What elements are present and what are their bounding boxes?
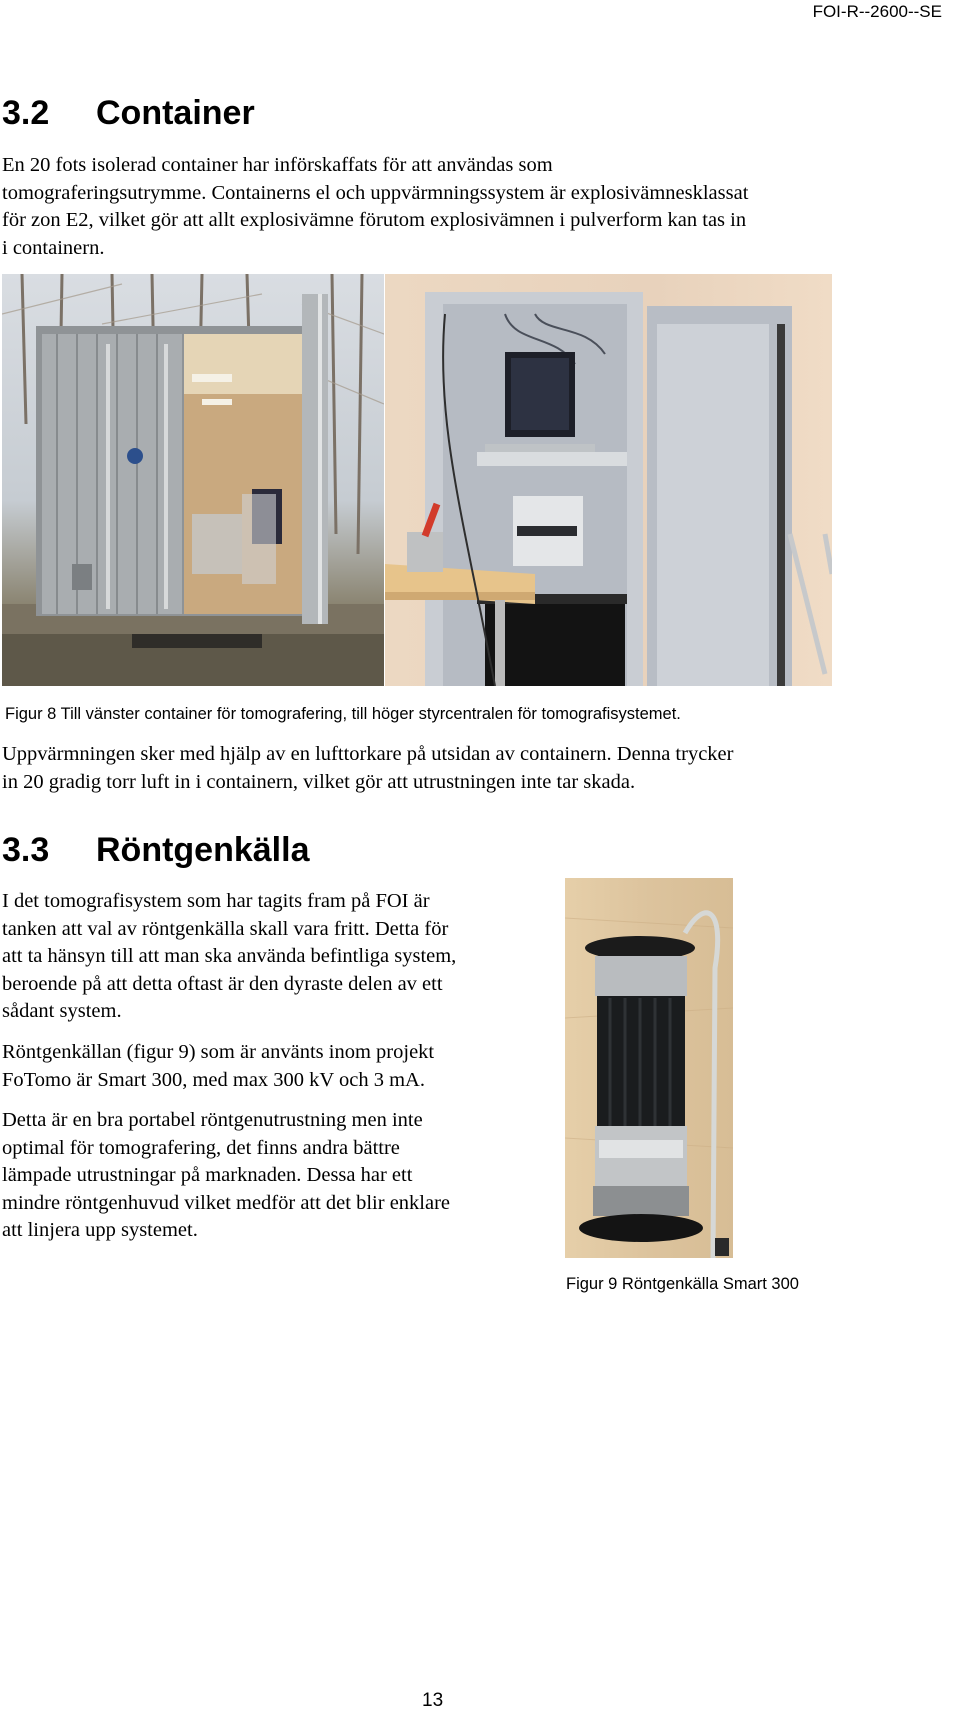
text-line: Detta är en bra portabel röntgenutrustning men inte: [2, 1109, 423, 1131]
report-id: FOI-R--2600--SE: [812, 2, 942, 21]
text-line: Röntgenkällan (figur 9) som är använts inom projekt: [2, 1041, 435, 1063]
figure8-caption: Figur 8 Till vänster container för tomografering, till höger styrcentralen för tomografisystemet.: [5, 705, 681, 723]
text-line: lämpade utrustningar på marknaden. Dessa har ett: [2, 1164, 413, 1186]
text-line: FoTomo är Smart 300, med max 300 kV och 3 mA.: [2, 1068, 425, 1091]
section-number: 3.3: [2, 831, 50, 869]
text-line: sådant system.: [2, 1000, 122, 1022]
text-line: att ta hänsyn till att man ska använda befintliga system,: [2, 945, 457, 967]
figure9-caption: Figur 9 Röntgenkälla Smart 300: [566, 1275, 799, 1293]
control-cabinet-photo: [385, 274, 832, 686]
section-heading-container: [2, 94, 255, 133]
xray-paragraph-3: [2, 1107, 547, 1245]
text-line: En 20 fots isolerad container har införskaffats för att användas som: [2, 154, 553, 176]
heating-paragraph: [2, 741, 902, 796]
text-line: tanken att val av röntgenkälla skall vara fritt. Detta för: [2, 917, 449, 940]
container-paragraph: [2, 152, 902, 262]
xray-source-photo: [565, 878, 733, 1258]
text-line: i containern.: [2, 236, 105, 259]
section-number: 3.2: [2, 94, 50, 132]
section-title: Container: [96, 94, 255, 132]
text-line: tomograferingsutrymme. Containerns el och uppvärmningssystem är explosivämnesklassat: [2, 181, 749, 204]
text-line: beroende på att detta oftast är den dyraste delen av ett: [2, 972, 443, 995]
section-heading-xray: [2, 831, 309, 870]
container-photo: [2, 274, 384, 686]
text-line: I det tomografisystem som har tagits fram på FOI är: [2, 890, 430, 912]
text-line: mindre röntgenhuvud vilket medför att det blir enklare: [2, 1191, 451, 1214]
text-line: att linjera upp systemet.: [2, 1219, 198, 1241]
text-line: in 20 gradig torr luft in i containern, vilket gör att utrustningen inte tar skada.: [2, 770, 636, 793]
page-number: 13: [422, 1690, 444, 1711]
section-title: Röntgenkälla: [96, 831, 310, 869]
xray-paragraph-1: [2, 888, 547, 1026]
text-line: Uppvärmningen sker med hjälp av en lufttorkare på utsidan av containern. Denna trycker: [2, 743, 734, 765]
text-line: för zon E2, vilket gör att allt explosivämne förutom explosivämnen i pulverform kan tas in: [2, 209, 747, 231]
xray-paragraph-2: [2, 1039, 547, 1094]
text-line: optimal för tomografering, det finns andra bättre: [2, 1136, 400, 1159]
